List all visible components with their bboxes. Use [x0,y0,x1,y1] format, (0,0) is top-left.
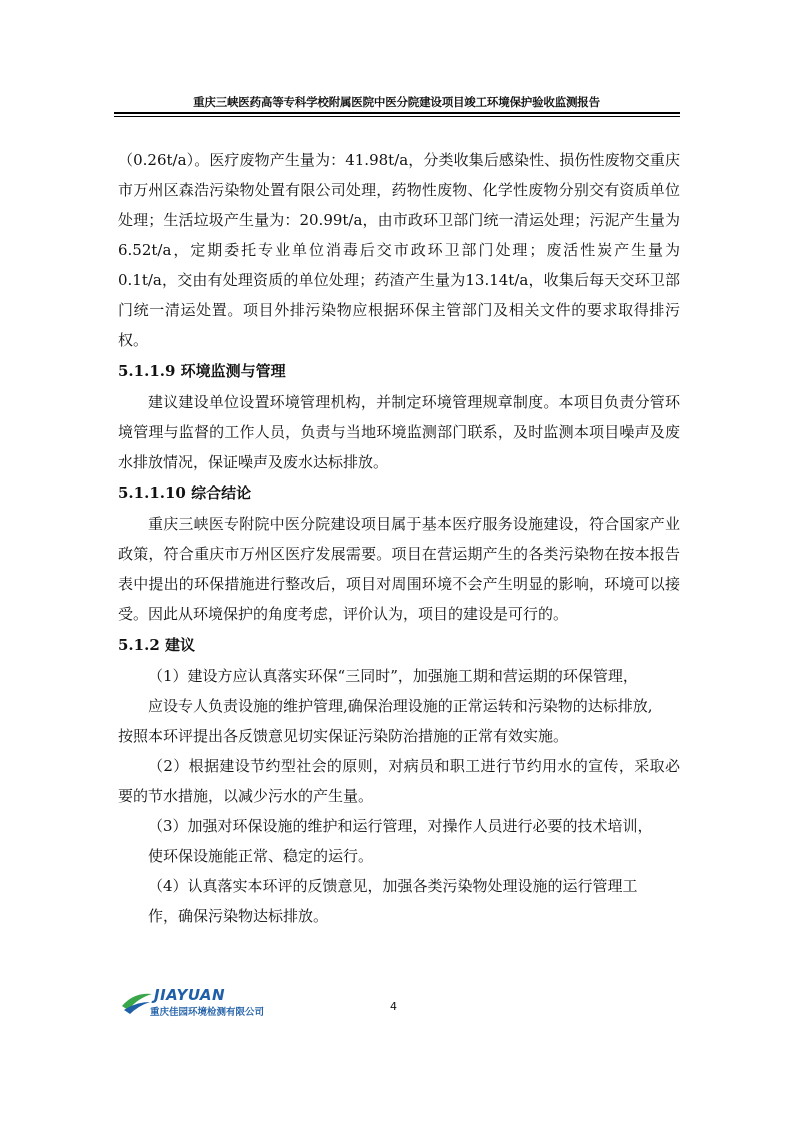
paragraph-waste-disposal: （0.26t/a）。医疗废物产生量为：41.98t/a，分类收集后感染性、损伤性废物交重庆市万州区森浩污染物处置有限公司处理，药物性废物、化学性废物分别交有资质单位处理；生活垃圾产生量为：20.99t/a，由市政环卫部门统一清运处理；污泥产生量为6.52t/a，定期委托专业单位消毒后交市政环卫部门处理；废活性炭产生量为0.1t/a，交由有处理资质的单位处理；药渣产生量为13.14t/a，收集后每天交环卫部门统一清运处置。项目外排污染物应根据环保主管部门及相关文件的要求取得排污权。 [118,151,680,349]
suggestion-4-line-1: （4）认真落实本环评的反馈意见，加强各类污染物处理设施的运行管理工 [148,877,638,895]
company-name: 重庆佳园环境检测有限公司 [150,1007,265,1018]
report-header-title: 重庆三峡医药高等专科学校附属医院中医分院建设项目竣工环境保护验收监测报告 [193,95,600,109]
document-body [118,145,680,931]
suggestion-1-line-2: 应设专人负责设施的维护管理,确保治理设施的正常运转和污染物的达标排放, [148,697,653,715]
suggestion-1-line-3: 按照本环评提出各反馈意见切实保证污染防治措施的正常有效实施。 [118,727,569,745]
section-heading-conclusion: 5.1.1.10 综合结论 [118,484,252,502]
suggestion-1-line-1: （1）建设方应认真落实环保“三同时”，加强施工期和营运期的环保管理， [148,667,638,685]
company-logo [120,986,280,1016]
paragraph-conclusion: 重庆三峡医专附院中医分院建设项目属于基本医疗服务设施建设，符合国家产业政策，符合重庆市万州区医疗发展需要。项目在营运期产生的各类污染物在按本报告表中提出的环保措施进行整改后，项目对周围环境不会产生明显的影响，环境可以接受。因此从环境保护的角度考虑，评价认为，项目的建设是可行的。 [118,515,680,623]
header-rule-thick [114,112,680,114]
section-heading-suggestions: 5.1.2 建议 [118,636,195,654]
page-number: 4 [390,1000,397,1013]
section-heading-environmental-monitoring: 5.1.1.9 环境监测与管理 [118,362,286,380]
suggestion-3-line-2: 使环保设施能正常、稳定的运行。 [148,847,374,865]
logo-swoosh-icon [120,988,154,1014]
paragraph-environmental-management: 建议建设单位设置环境管理机构，并制定环境管理规章制度。本项目负责分管环境管理与监督的工作人员，负责与当地环境监测部门联系，及时监测本项目噪声及废水排放情况，保证噪声及废水达标排放。 [118,393,680,471]
logo-wordmark: JIAYUAN [154,986,226,1004]
suggestion-4-line-2: 作，确保污染物达标排放。 [148,907,329,925]
suggestion-2: （2）根据建设节约型社会的原则，对病员和职工进行节约用水的宣传，采取必要的节水措施，以减少污水的产生量。 [118,757,680,805]
header-rule-thin [114,116,680,117]
suggestion-3-line-1: （3）加强对环保设施的维护和运行管理，对操作人员进行必要的技术培训， [148,817,653,835]
